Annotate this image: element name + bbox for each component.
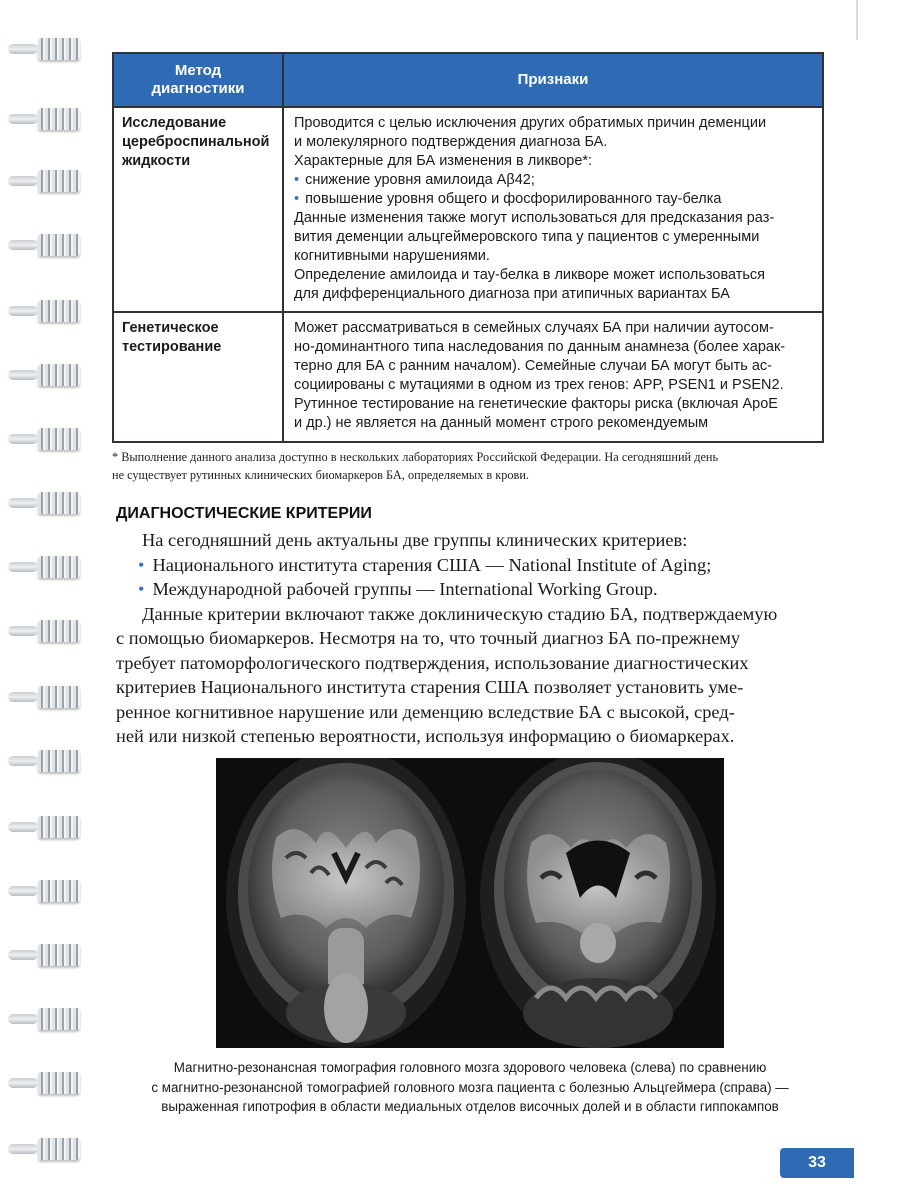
page-edge-mark bbox=[856, 0, 858, 40]
desc-line: Характерные для БА изменения в ликворе*: bbox=[294, 153, 593, 169]
binding-coil bbox=[38, 300, 80, 322]
footnote-line: не существует рутинных клинических биомаркеров БА, определяемых в крови. bbox=[112, 468, 529, 482]
method-line: тестирование bbox=[122, 339, 222, 355]
desc-line: Рутинное тестирование на генетические факторы риска (включая АроЕ bbox=[294, 396, 778, 412]
body-line: Данные критерии включают также доклиническую стадию БА, подтверждаемую bbox=[142, 603, 778, 624]
diagnostics-table bbox=[112, 52, 824, 443]
desc-line: и молекулярного подтверждения диагноза БА. bbox=[294, 134, 608, 150]
method-line: цереброспинальной bbox=[122, 134, 270, 150]
desc-line: для дифференциального диагноза при атипичных вариантах БА bbox=[294, 286, 730, 302]
caption-line: с магнитно-резонансной томографией головного мозга пациента с болезнью Альцгеймера (справа) — bbox=[151, 1079, 789, 1095]
bullet-text: Национального института старения США — National Institute of Aging; bbox=[152, 554, 712, 575]
header-method bbox=[113, 53, 283, 107]
list-item bbox=[116, 577, 828, 602]
mri-image bbox=[216, 758, 724, 1048]
alzheimer-brain-scan bbox=[480, 758, 716, 1048]
binding-coil bbox=[38, 880, 80, 902]
caption-line: Магнитно-резонансная томография головного мозга здорового человека (слева) по сравнению bbox=[173, 1060, 767, 1075]
desc-line: когнитивными нарушениями. bbox=[294, 248, 490, 264]
binding-coil bbox=[38, 1138, 80, 1160]
bullet-icon: • bbox=[294, 191, 300, 207]
desc-line: терно для БА с ранним началом). Семейные случаи БА могут быть ас- bbox=[294, 358, 772, 374]
body-text bbox=[116, 528, 828, 749]
footnote-line: * Выполнение данного анализа доступно в нескольких лабораториях Российской Федерации. На сегодняшний день bbox=[112, 450, 719, 464]
binding-coil bbox=[38, 492, 80, 514]
binding-coil bbox=[38, 1008, 80, 1030]
binding-coil bbox=[38, 686, 80, 708]
desc-line: Определение амилоида и тау-белка в ликворе может использоваться bbox=[294, 267, 766, 283]
method-cell bbox=[113, 312, 283, 442]
body-line: с помощью биомаркеров. Несмотря на то, что точный диагноз БА по-прежнему bbox=[116, 628, 741, 648]
binding-coil bbox=[38, 556, 80, 578]
signs-cell bbox=[283, 312, 823, 442]
desc-line: вития деменции альцгеймеровского типа у пациентов с умеренными bbox=[294, 229, 760, 245]
binding-coil bbox=[38, 750, 80, 772]
page-number: 33 bbox=[780, 1148, 854, 1178]
bullet-icon: • bbox=[138, 579, 145, 599]
list-item bbox=[294, 171, 814, 190]
list-item bbox=[294, 190, 814, 209]
figure-caption bbox=[100, 1058, 840, 1117]
table-header-row bbox=[113, 53, 823, 107]
desc-line: и др.) не является на данный момент строго рекомендуемым bbox=[294, 415, 709, 431]
header-method-line: диагностики bbox=[151, 80, 245, 97]
body-line: На сегодняшний день актуальны две группы клинических критериев: bbox=[142, 530, 688, 550]
binding-coil bbox=[38, 108, 80, 130]
header-method-line: Метод bbox=[174, 62, 222, 79]
method-line: Генетическое bbox=[122, 320, 219, 336]
method-cell bbox=[113, 107, 283, 312]
table-row bbox=[113, 312, 823, 442]
desc-line: Проводится с целью исключения других обратимых причин деменции bbox=[294, 115, 767, 131]
section-title: ДИАГНОСТИЧЕСКИЕ КРИТЕРИИ bbox=[116, 505, 372, 522]
binding-coil bbox=[38, 38, 80, 60]
caption-line: выраженная гипотрофия в области медиальных отделов височных долей и в области гиппокампов bbox=[161, 1099, 779, 1114]
mri-figure bbox=[216, 758, 724, 1048]
binding-coil bbox=[38, 944, 80, 966]
method-line: жидкости bbox=[122, 153, 191, 169]
desc-line: социированы с мутациями в одном из трех генов: APP, PSEN1 и PSEN2. bbox=[294, 377, 784, 393]
healthy-brain-scan bbox=[226, 758, 466, 1048]
spiral-binding bbox=[0, 0, 90, 1200]
bullet-icon: • bbox=[294, 172, 300, 188]
bullet-icon: • bbox=[138, 554, 145, 575]
binding-coil bbox=[38, 620, 80, 642]
binding-coil bbox=[38, 234, 80, 256]
bullet-text: снижение уровня амилоида Аβ42; bbox=[305, 172, 535, 188]
binding-coil bbox=[38, 428, 80, 450]
header-signs: Признаки bbox=[283, 53, 823, 107]
bullet-text: повышение уровня общего и фосфорилированного тау-белка bbox=[305, 191, 722, 207]
desc-line: Может рассматриваться в семейных случаях БА при наличии аутосом- bbox=[294, 320, 774, 336]
bullet-text: Международной рабочей группы — International Working Group. bbox=[152, 579, 658, 599]
binding-coil bbox=[38, 1072, 80, 1094]
body-line: требует патоморфологического подтверждения, использование диагностических bbox=[116, 652, 749, 673]
binding-coil bbox=[38, 364, 80, 386]
binding-coil bbox=[38, 170, 80, 192]
desc-line: но-доминантного типа наследования по данным анамнеза (более харак- bbox=[294, 339, 786, 355]
body-line: критериев Национального института старения США позволяет установить уме- bbox=[116, 677, 744, 697]
body-line: ренное когнитивное нарушение или деменцию вследствие БА с высокой, сред- bbox=[116, 701, 735, 722]
desc-line: Данные изменения также могут использоваться для предсказания раз- bbox=[294, 210, 775, 226]
signs-cell bbox=[283, 107, 823, 312]
table-row bbox=[113, 107, 823, 312]
list-item bbox=[116, 553, 828, 578]
footnote bbox=[112, 448, 832, 484]
body-line: ней или низкой степенью вероятности, используя информацию о биомаркерах. bbox=[116, 726, 735, 746]
binding-coil bbox=[38, 816, 80, 838]
method-line: Исследование bbox=[122, 115, 227, 131]
